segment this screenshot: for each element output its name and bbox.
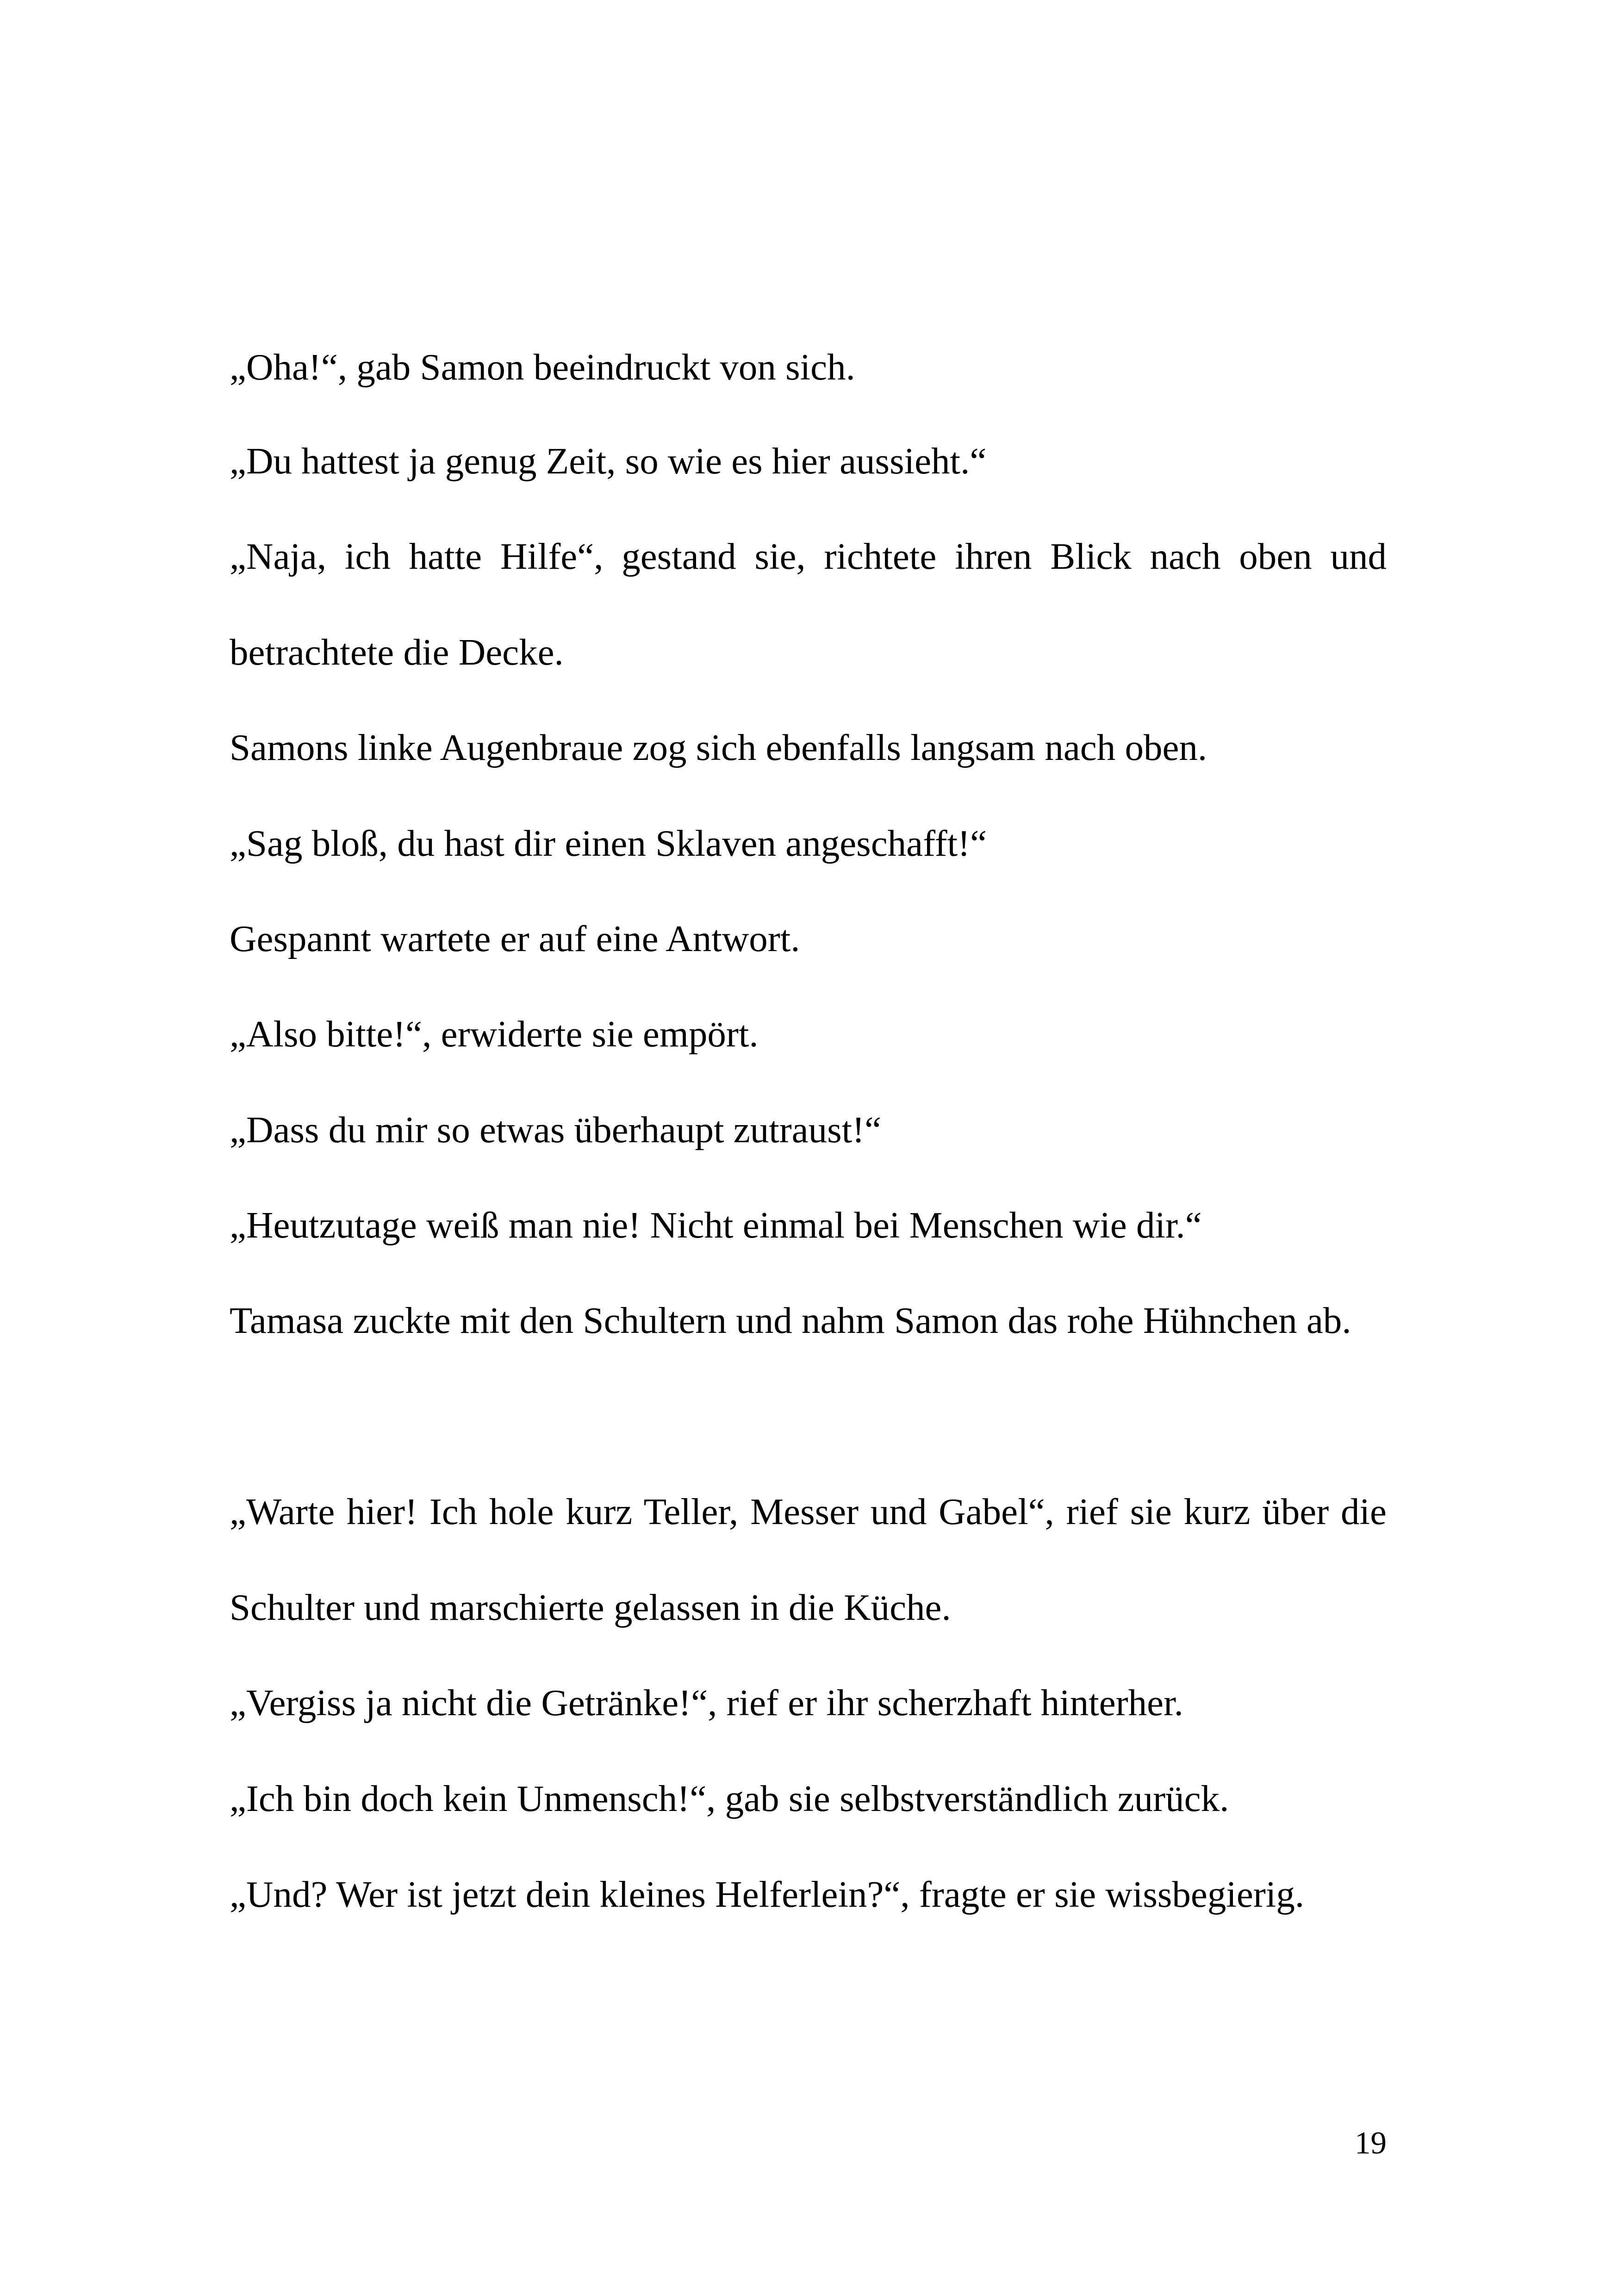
page-number: 19	[1355, 2125, 1387, 2160]
paragraph-4: Samons linke Augenbraue zog sich ebenfalls langsam nach oben.	[230, 727, 1207, 768]
paragraph-7: „Also bitte!“, erwiderte sie empört.	[230, 1013, 759, 1055]
paragraph-3: „Naja, ich hatte Hilfe“, gestand sie, richtete ihren Blick nach oben und betrachtete die Decke.	[230, 535, 1387, 673]
paragraph-9: „Heutzutage weiß man nie! Nicht einmal bei Menschen wie dir.“	[230, 1204, 1202, 1246]
paragraph-14: „Und? Wer ist jetzt dein kleines Helferlein?“, fragte er sie wissbegierig.	[230, 1873, 1305, 1915]
paragraph-5: „Sag bloß, du hast dir einen Sklaven angeschafft!“	[230, 822, 987, 864]
paragraph-10: Tamasa zuckte mit den Schultern und nahm Samon das rohe Hühnchen ab.	[230, 1300, 1351, 1341]
paragraph-6: Gespannt wartete er auf eine Antwort.	[230, 918, 800, 959]
paragraph-1: „Oha!“, gab Samon beeindruckt von sich.	[230, 346, 855, 388]
paragraph-13: „Ich bin doch kein Unmensch!“, gab sie selbstverständlich zurück.	[230, 1778, 1229, 1819]
paragraph-2: „Du hattest ja genug Zeit, so wie es hier aussieht.“	[230, 440, 987, 482]
paragraph-12: „Vergiss ja nicht die Getränke!“, rief er ihr scherzhaft hinterher.	[230, 1682, 1183, 1724]
paragraph-8: „Dass du mir so etwas überhaupt zutraust!“	[230, 1109, 882, 1151]
paragraph-11: „Warte hier! Ich hole kurz Teller, Messer und Gabel“, rief sie kurz über die Schulter und marschierte gelassen in die Küche.	[230, 1491, 1387, 1628]
